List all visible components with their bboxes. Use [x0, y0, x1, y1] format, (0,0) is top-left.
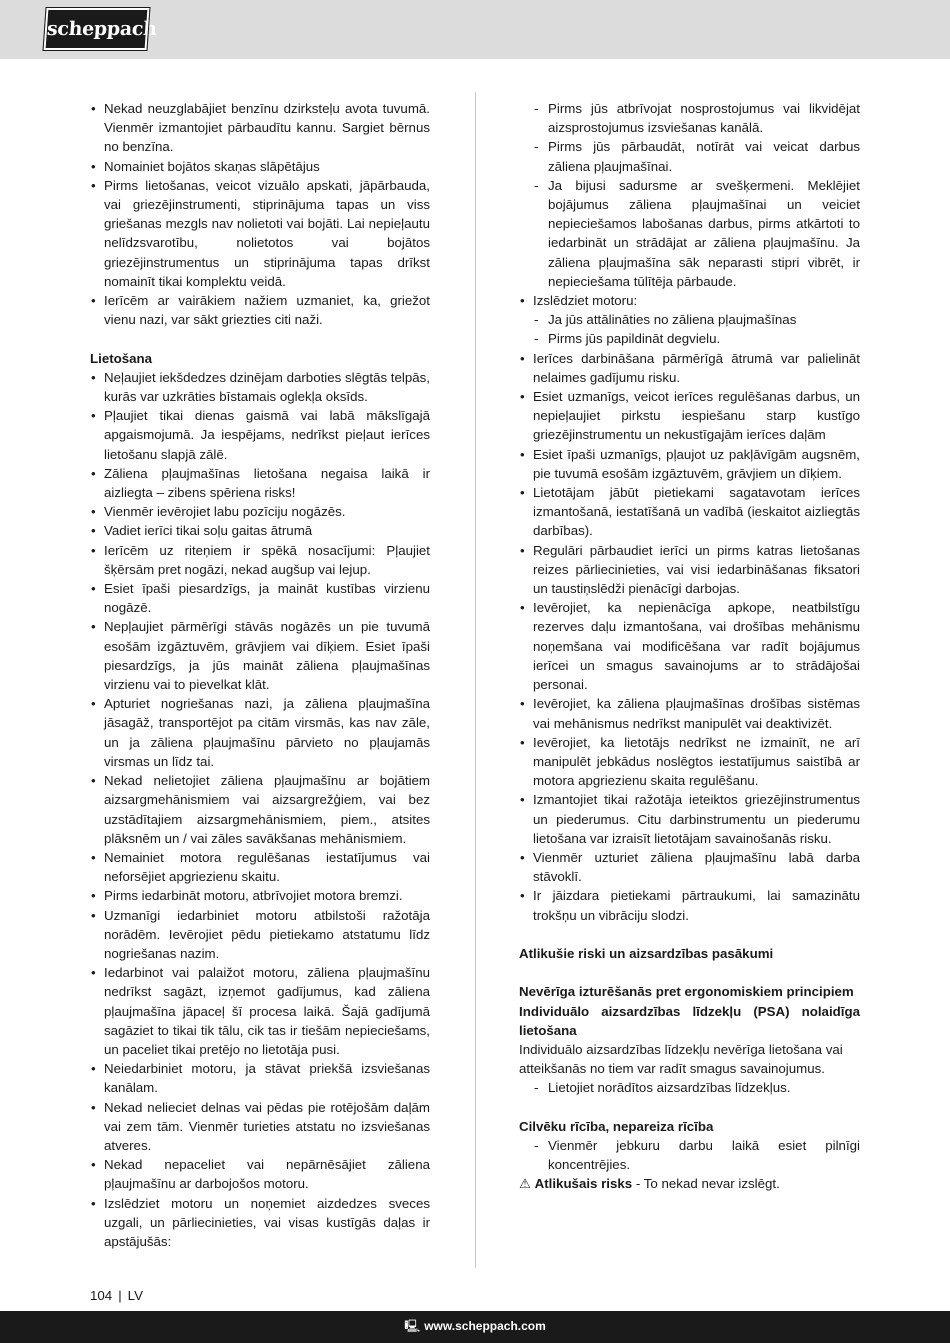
bullet-item: • Esiet īpaši piesardzīgs, ja maināt kustības virzienu nogāzē.: [90, 579, 430, 617]
footer-bar: [0, 1311, 950, 1343]
bullet-item: • Ievērojiet, ka lietotājs nedrīkst ne izmainīt, ne arī manipulēt jebkādus noslēgtos iestatījumus saistībā ar motora apgriezienu skaita regulēšanu.: [519, 733, 860, 791]
right-column: [519, 99, 860, 1194]
sub-list-item: - Lietojiet norādītos aizsardzības līdzekļus.: [519, 1078, 860, 1097]
sub-list-item: - Pirms jūs pārbaudāt, notīrāt vai veicat darbus zāliena pļaujmašīnai.: [519, 137, 860, 175]
left-column: [90, 99, 430, 1251]
column-divider: [475, 92, 476, 1268]
bullet-item: • Uzmanīgi iedarbiniet motoru atbilstoši ražotāja norādēm. Ievērojiet pēdu pietiekamo atstatumu līdz nogriešanas nazim.: [90, 906, 430, 964]
bullet-item: • Izslēdziet motoru:: [519, 291, 860, 310]
sub-list-item: - Pirms jūs papildināt degvielu.: [519, 329, 860, 348]
bullet-item: • Pirms lietošanas, veicot vizuālo apskati, jāpārbauda, vai griezējinstrumenti, stiprinājuma tapas un viss griešanas mezgls nav nolietoti vai bojāti. Lai nepieļautu nelīdzsvarotību, nolietotos vai bojātos griezējinstrumentus un stiprinājuma tapas drīkst nomainīt tikai komplektu veidā.: [90, 176, 430, 291]
bullet-item: • Esiet īpaši uzmanīgs, pļaujot uz pakļāvīgām augsnēm, pie tuvumā esošām izgāztuvēm, grāvjiem un dīķiem.: [519, 445, 860, 483]
section-heading: Individuālo aizsardzības līdzekļu (PSA) nolaidīga lietošana: [519, 1003, 860, 1038]
section-heading: Cilvēku rīcība, nepareiza rīcība: [519, 1118, 714, 1134]
bullet-item: • Lietotājam jābūt pietiekami sagatavotam ierīces izmantošanā, iestatīšanā un vadībā (ieskaitot aizliegtās darbības).: [519, 483, 860, 541]
paragraph: Individuālo aizsardzības līdzekļu nevērīga lietošana vai atteikšanās no tiem var radīt smagus savainojumus.: [519, 1041, 843, 1077]
warning-triangle-icon: ⚠: [519, 1176, 531, 1192]
sub-list-item: - Vienmēr jebkuru darbu laikā esiet pilnīgi koncentrējies.: [519, 1136, 860, 1174]
monitor-icon: 🖳: [404, 1319, 421, 1333]
bullet-item: • Nemainiet motora regulēšanas iestatījumus vai neforsējiet apgriezienu skaitu.: [90, 848, 430, 886]
section-heading: Nevērīga izturēšanās pret ergonomiskiem principiem: [519, 984, 854, 1000]
bullet-item: • Nekad nelietojiet zāliena pļaujmašīnu ar bojātiem aizsargmehānismiem vai aizsargrežģiem, vai bez uzstādītajiem aizsargmehānismiem, piem., atsites plāksnēm un / vai zāles savākšanas mehānismiem.: [90, 771, 430, 848]
bullet-item: • Ierīces darbināšana pārmērīgā ātrumā var palielināt nelaimes gadījumu risku.: [519, 349, 860, 387]
warning-text: - To nekad nevar izslēgt.: [632, 1176, 780, 1192]
page-number: 104: [90, 1288, 113, 1303]
spacer: [519, 925, 860, 944]
section-heading: Lietošana: [90, 350, 153, 366]
page-number-area: [90, 1287, 143, 1305]
spacer: [519, 1098, 860, 1117]
bullet-item: • Vienmēr uzturiet zāliena pļaujmašīnu labā darba stāvoklī.: [519, 848, 860, 886]
bullet-item: • Zāliena pļaujmašīnas lietošana negaisa laikā ir aizliegta – zibens spēriena risks!: [90, 464, 430, 502]
language-code: LV: [127, 1288, 143, 1303]
bullet-item: • Vienmēr ievērojiet labu pozīciju nogāzēs.: [90, 502, 430, 521]
bullet-item: • Ievērojiet, ka zāliena pļaujmašīnas drošības sistēmas vai mehānismus nedrīkst manipulēt vai deaktivizēt.: [519, 694, 860, 732]
section-heading: Atlikušie riski un aizsardzības pasākumi: [519, 945, 774, 961]
bullet-item: • Ievērojiet, ka nepienācīga apkope, neatbilstīgu rezerves daļu izmantošana, vai drošības mehānismu noņemšana vai modificēšana var radīt bojājumus ierīcei un smagus savainojums ar to strādājošai personai.: [519, 598, 860, 694]
spacer: [90, 329, 430, 348]
bullet-item: • Nekad nepaceliet vai nepārnēsājiet zāliena pļaujmašīnu ar darbojošos motoru.: [90, 1155, 430, 1193]
residual-risk-warning: [519, 1174, 860, 1193]
bullet-item: • Izmantojiet tikai ražotāja ieteiktos griezējinstrumentus un piederumus. Citu darbinstrumentu un piederumu lietošana var izraisīt lietotājam savainošanās risku.: [519, 790, 860, 848]
bullet-item: • Apturiet nogriešanas nazi, ja zāliena pļaujmašīna jāsagāž, transportējot pa citām virsmās, kas nav zāle, un ja zāliena pļaujmašīnu pārvieto no pļaujamās virsmas un līdz tai.: [90, 694, 430, 771]
brand-logo: scheppach: [44, 8, 150, 50]
sub-list-item: - Pirms jūs atbrīvojat nosprostojumus vai likvidējat aizsprostojumus izsviešanas kanālā.: [519, 99, 860, 137]
warning-label: Atlikušais risks: [534, 1176, 633, 1192]
sub-list-item: - Ja jūs attālināties no zāliena pļaujmašīnas: [519, 310, 860, 329]
bullet-item: • Pļaujiet tikai dienas gaismā vai labā mākslīgajā apgaismojumā. Ja iespējams, nedrīkst pieļaut ierīces lietošanu slapjā zālē.: [90, 406, 430, 464]
header-bar: [0, 0, 950, 59]
bullet-item: • Neiedarbiniet motoru, ja stāvat priekšā izsviešanas kanālam.: [90, 1059, 430, 1097]
bullet-item: • Nekad neuzglabājiet benzīnu dzirksteļu avota tuvumā. Vienmēr izmantojiet pārbaudītu kannu. Sargiet bērnus no benzīna.: [90, 99, 430, 157]
bullet-item: • Esiet uzmanīgs, veicot ierīces regulēšanas darbus, un nepieļaujiet pirkstu iespiešanu starp kustīgo griezējinstrumentu un nekustīgajām ierīces daļām: [519, 387, 860, 445]
bullet-item: • Neļaujiet iekšdedzes dzinējam darboties slēgtās telpās, kurās var uzkrāties bīstamais oglekļa oksīds.: [90, 368, 430, 406]
bullet-item: • Nekad nelieciet delnas vai pēdas pie rotējošām daļām vai zem tām. Vienmēr turieties atstatu no izsviešanas atveres.: [90, 1098, 430, 1156]
bullet-item: • Ir jāizdara pietiekami pārtraukumi, lai samazinātu trokšņu un vibrāciju slodzi.: [519, 886, 860, 924]
footer-website: [0, 1311, 950, 1343]
bullet-item: • Ierīcēm ar vairākiem nažiem uzmaniet, ka, griežot vienu nazi, var sākt griezties citi naži.: [90, 291, 430, 329]
website-link[interactable]: www.scheppach.com: [424, 1319, 546, 1333]
bullet-item: • Iedarbinot vai palaižot motoru, zāliena pļaujmašīnu nedrīkst sagāzt, izņemot gadījumus, kad zāliena pļaujmašīna jāpaceļ šī procesa laikā. Šajā gadījumā sagāziet to tikai tik tālu, cik tas ir tiešām nepieciešams, un paceliet tikai pretējo no lietotāja pusi.: [90, 963, 430, 1059]
bullet-item: • Pirms iedarbināt motoru, atbrīvojiet motora bremzi.: [90, 886, 430, 905]
bullet-item: • Regulāri pārbaudiet ierīci un pirms katras lietošanas reizes pārliecinieties, vai visi iedarbināšanas fiksatori un taustiņslēdži pienācīgi darbojas.: [519, 541, 860, 599]
sub-list-item: - Ja bijusi sadursme ar svešķermeni. Meklējiet bojājumus zāliena pļaujmašīnai un veiciet nepieciešamos labošanas darbus, pirms atkārtoti to iedarbināt un strādājat ar zāliena pļaujmašīnu. Ja zāliena pļaujmašīna sāk neparasti stipri vibrēt, ir nepieciešama tūlītēja pārbaude.: [519, 176, 860, 291]
bullet-item: • Ierīcēm uz riteņiem ir spēkā nosacījumi: Pļaujiet šķērsām pret nogāzi, nekad augšup vai lejup.: [90, 541, 430, 579]
bullet-item: • Izslēdziet motoru un noņemiet aizdedzes sveces uzgali, un pārliecinieties, vai visas kustīgās daļas ir apstājušās:: [90, 1194, 430, 1252]
spacer: [519, 963, 860, 982]
bullet-item: • Vadiet ierīci tikai soļu gaitas ātrumā: [90, 521, 430, 540]
page-separator: |: [118, 1288, 122, 1303]
bullet-item: • Nomainiet bojātos skaņas slāpētājus: [90, 157, 430, 176]
bullet-item: • Nepļaujiet pārmērīgi stāvās nogāzēs un pie tuvumā esošām izgāztuvēm, grāvjiem vai dīķiem. Esiet īpaši piesardzīgs, ja jūs maināt zāliena pļaujmašīnas virzienu vai to pievelkat klāt.: [90, 617, 430, 694]
